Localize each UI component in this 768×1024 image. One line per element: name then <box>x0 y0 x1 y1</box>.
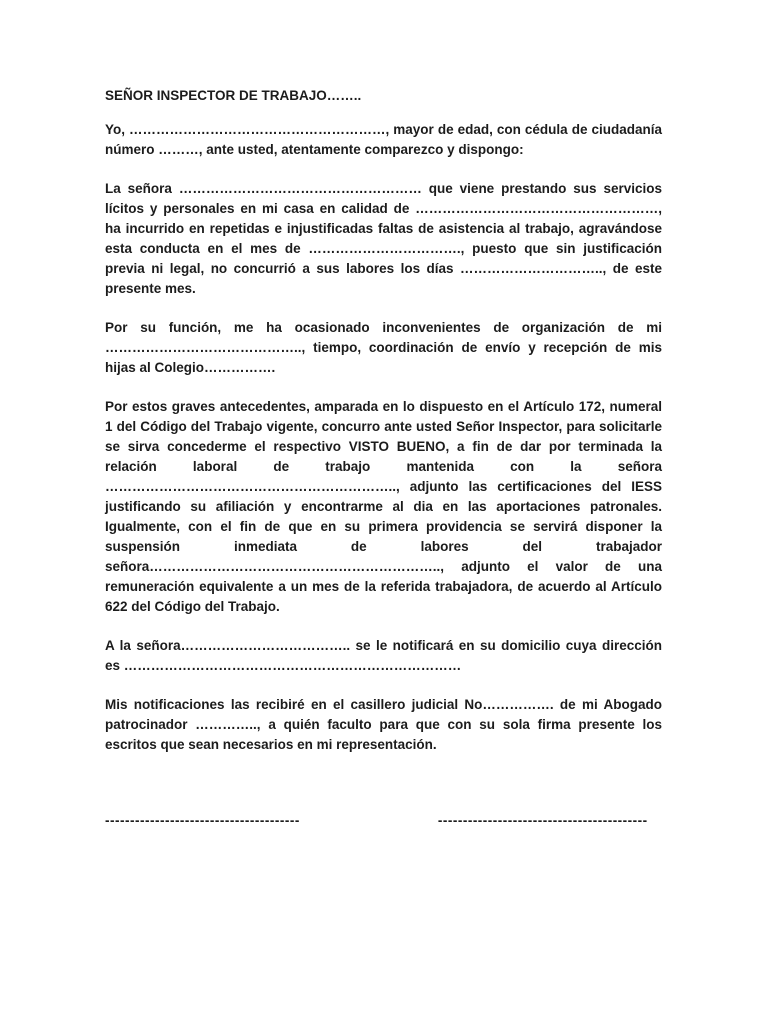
letter-title: SEÑOR INSPECTOR DE TRABAJO…….. <box>105 88 362 103</box>
paragraph-attorney: Mis notificaciones las recibiré en el casillero judicial No……………. de mi Abogado patrocinador ………….., a quién faculto para que con su sola firma presente los escritos que sean necesarios en mi representación. <box>105 697 662 752</box>
signature-line-right: ------------------------------------------ <box>437 813 648 828</box>
paragraph-facts: La señora ……………………………………………… que viene prestando sus servicios lícitos y personales en mi casa en calidad de ………………………………………………, ha incurrido en repetidas e injustificadas faltas de asistencia al trabajo, agravándose esta conducta en el mes de ……………………………., puesto que sin justificación previa ni legal, no concurrió a sus labores los días ………………………….., de este presente mes. <box>105 181 662 296</box>
paragraph-notification-address: A la señora……………………………….. se le notificará en su domicilio cuya dirección es ………………………………………………………………… <box>105 638 662 673</box>
paragraph-introduction: Yo, …………………………………………………, mayor de edad, con cédula de ciudadanía número ………, ante usted, atentamente comparezco y dispongo: <box>105 122 662 157</box>
paragraph-legal-request: Por estos graves antecedentes, amparada en lo dispuesto en el Artículo 172, numeral 1 del Código del Trabajo vigente, concurro ante usted Señor Inspector, para solicitarle se sirva concederme el respectivo VISTO BUENO, a fin de dar por terminada la relación laboral de trabajo mantenida con la señora ……………………………………………………….., adjunto las certificaciones del IESS justificando su afiliación y encontrarme al dia en las aportaciones patronales. Igualmente, con el fin de que en su primera providencia se servirá disponer la suspensión inmediata de labores del trabajador señora……………………………………………………….., adjunto el valor de una remuneración equivalente a un mes de la referida trabajadora, de acuerdo al Artículo 622 del Código del Trabajo. <box>105 399 662 614</box>
paragraph-consequences: Por su función, me ha ocasionado inconvenientes de organización de mi …………………………………….., tiempo, coordinación de envío y recepción de mis hijas al Colegio……………. <box>105 320 662 375</box>
signature-line-left: --------------------------------------- <box>105 813 300 828</box>
letter-content <box>105 86 662 831</box>
signature-row <box>105 811 662 831</box>
